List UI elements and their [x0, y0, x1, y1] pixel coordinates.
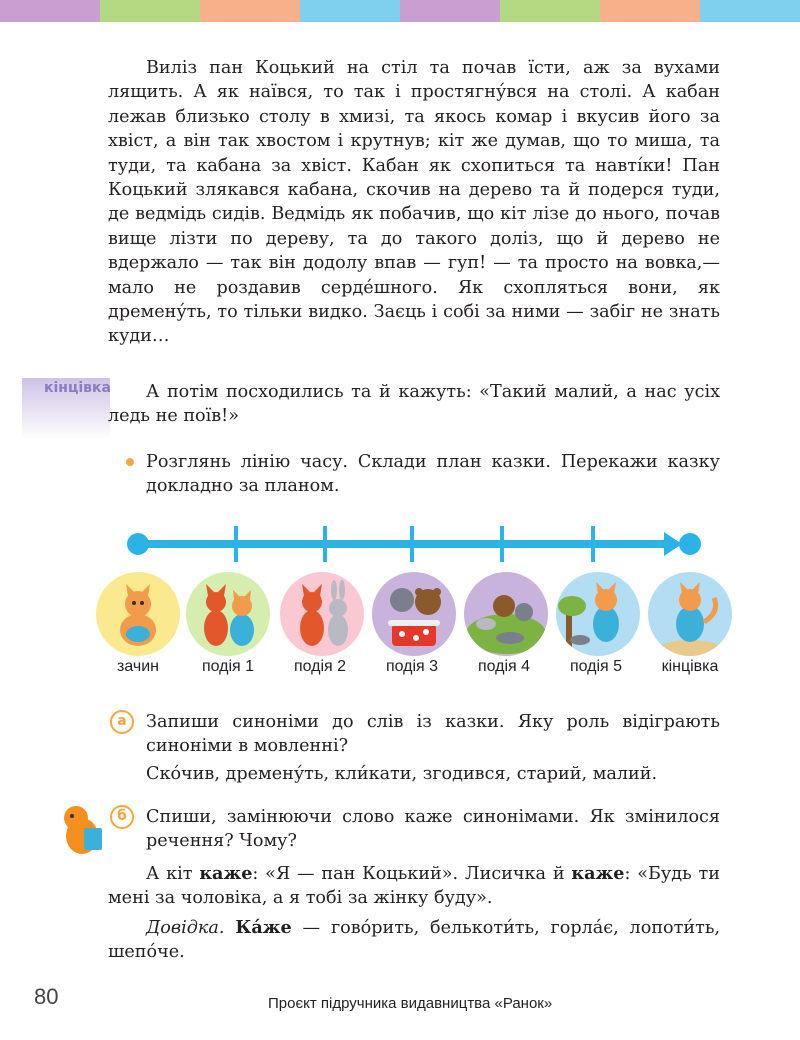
bear-wolf-pot-illustration-icon	[372, 572, 456, 656]
timeline-image-event-1	[186, 572, 270, 656]
timeline-end-dot	[679, 533, 701, 555]
stripe-segment	[300, 0, 400, 22]
mascot-with-book-icon	[58, 800, 108, 860]
example-text: : «Я — пан Коцький». Лисичка й	[252, 864, 572, 884]
fox-and-hare-illustration-icon	[280, 572, 364, 656]
stripe-segment	[0, 0, 100, 22]
story-paragraph-1: Виліз пан Коцький на стіл та почав їсти, аж за вухами лящить. А як наївся, то так і простягну́вся на столі. А кабан лежав близько столу в хмизі, та якось комар і вкусив його за хвіст, а він так хвостом і крутнув; кіт же думав, що то миша, та туди, та кабана за хвіст. Кабан як схопиться та навті́ки! Пан Коцький злякався кабана, скочив на дерево та й подерся туди, де ведмідь сидів. Ведмідь як побачив, що кіт лізе до нього, почав вище лізти по дереву, та до такого доліз, що й дерево не вдержало — так він додолу впав — гуп! — та просто на вовка,— мало не роздавив серде́шного. Як схопляться вони, як дремену́ть, то тільки видко. Заєць і собі за ними — забіг не знать куди…	[108, 58, 720, 347]
example-keyword: каже	[199, 863, 253, 884]
ending-section-label	[22, 378, 110, 440]
stripe-segment	[400, 0, 500, 22]
reference-synonyms: — гово́рить, белькоти́ть, горла́є, лопоти́ть, шепо́че.	[108, 918, 720, 963]
header-color-stripe	[0, 0, 800, 22]
task-b-example	[108, 862, 720, 911]
task-a-question: Запиши синоніми до слів із казки. Яку роль відіграють синоніми в мовленні?	[146, 712, 720, 757]
timeline-image-start	[96, 572, 180, 656]
stripe-segment	[500, 0, 600, 22]
timeline-label-event-2: подія 2	[293, 658, 347, 675]
timeline-label-event-1: подія 1	[201, 658, 255, 675]
task-a-words: Ско́чив, дремену́ть, кли́кати, згодився, старий, малий.	[146, 764, 658, 784]
stripe-segment	[200, 0, 300, 22]
cat-ending-illustration-icon	[648, 572, 732, 656]
reference-label: Довідка.	[146, 918, 225, 938]
timeline-label-event-5: подія 5	[569, 658, 623, 675]
cat-illustration-icon	[96, 572, 180, 656]
timeline-image-event-3	[372, 572, 456, 656]
timeline-label-start: зачин	[117, 658, 159, 675]
timeline-line	[0, 520, 800, 570]
example-text: : «Будь ти мені за чоловіка, а я тобі за жінку буду».	[108, 864, 720, 909]
reference-word: Ка́же	[235, 917, 292, 938]
example-text: А кіт	[146, 864, 200, 884]
timeline-image-event-2	[280, 572, 364, 656]
publisher-footer: Проєкт підручника видавництва «Ранок»	[268, 995, 553, 1012]
task-main: Розглянь лінію часу. Склади план казки. Перекажи казку докладно за планом.	[146, 452, 720, 497]
timeline-image-event-5	[556, 572, 640, 656]
example-keyword: каже	[571, 863, 625, 884]
task-b-reference	[108, 916, 720, 965]
ending-label-text: кінцівка	[44, 380, 111, 396]
fox-and-cat-illustration-icon	[186, 572, 270, 656]
task-a-marker: а	[110, 710, 134, 734]
cat-and-tree-illustration-icon	[556, 572, 640, 656]
stripe-segment	[100, 0, 200, 22]
timeline-label-event-4: подія 4	[477, 658, 531, 675]
stripe-segment	[700, 0, 800, 22]
stripe-segment	[600, 0, 700, 22]
page-number: 80	[34, 984, 59, 1009]
bullet-icon	[126, 458, 134, 466]
timeline-start-dot	[127, 533, 149, 555]
task-b-marker: б	[110, 805, 134, 829]
animals-in-bushes-illustration-icon	[464, 572, 548, 656]
timeline-label-event-3: подія 3	[385, 658, 439, 675]
task-b-question: Спиши, замінюючи слово каже синонімами. Як змінилося речення? Чому?	[146, 807, 720, 852]
timeline-image-ending	[648, 572, 732, 656]
timeline-image-event-4	[464, 572, 548, 656]
story-paragraph-2: А потім посходились та й кажуть: «Такий малий, а нас усіх ледь не поїв!»	[108, 382, 720, 427]
timeline-label-ending: кінцівка	[661, 658, 719, 675]
